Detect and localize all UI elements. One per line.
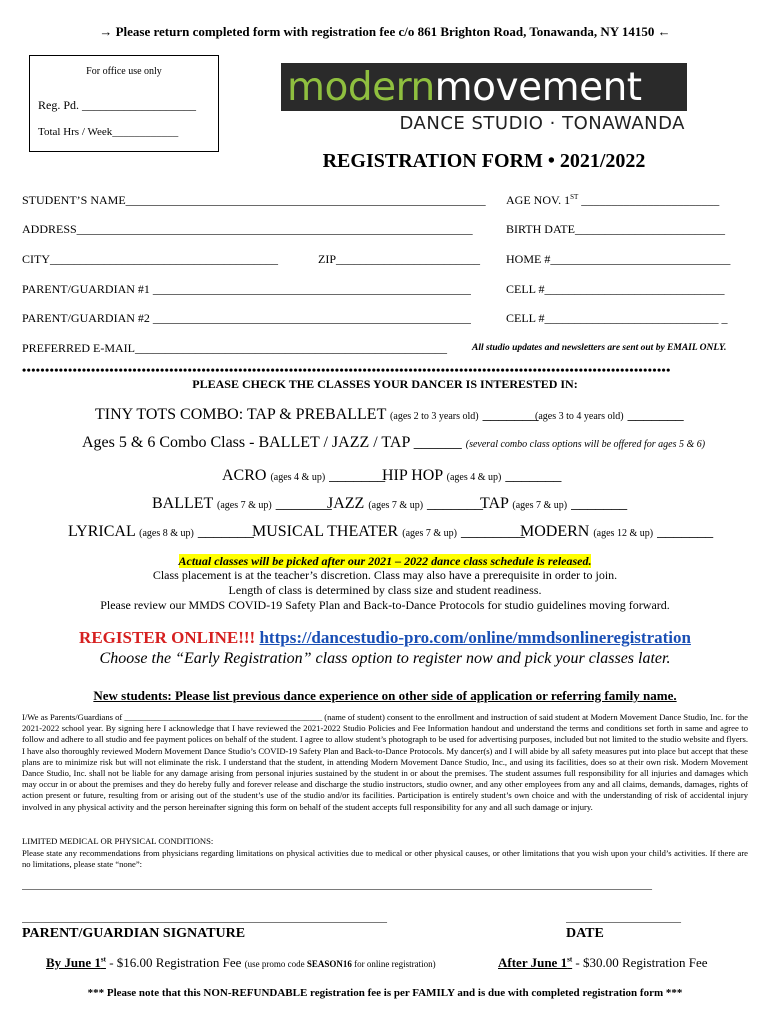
lyrical-age: (ages 8 & up) xyxy=(139,528,194,539)
address-field[interactable]: ADDRESS__________________________________________________________________ xyxy=(22,222,473,236)
late-fee-sup: st xyxy=(567,955,573,964)
age-label: AGE NOV. 1 xyxy=(506,193,571,207)
promo-code: SEASON16 xyxy=(306,959,352,969)
tap-option[interactable] xyxy=(480,495,627,513)
signature-line[interactable]: _________________________________________________________________________ xyxy=(22,913,387,924)
tiny-tots-age-a: (ages 2 to 3 years old) xyxy=(390,411,479,422)
medical-title: LIMITED MEDICAL OR PHYSICAL CONDITIONS: xyxy=(22,836,214,846)
covid-note: Please review our MMDS COVID-19 Safety Plan and Back-to-Dance Protocols for studio guidelines moving forward. xyxy=(100,598,670,612)
zip-field[interactable]: ZIP________________________ xyxy=(318,252,480,266)
jazz-age: (ages 7 & up) xyxy=(368,500,424,511)
date-label: DATE xyxy=(566,926,604,941)
hiphop-label: HIP HOP xyxy=(382,467,443,484)
home-phone-field[interactable]: HOME #______________________________ xyxy=(506,252,731,266)
registration-link[interactable]: https://dancestudio-pro.com/online/mmdsonlineregistration xyxy=(259,628,691,647)
promo-note-b: for online registration) xyxy=(351,959,436,969)
logo-word-movement: movement xyxy=(434,65,642,110)
tiny-tots-line-b: _______ xyxy=(623,406,684,423)
parent1-field[interactable]: PARENT/GUARDIAN #1 _____________________________________________________ xyxy=(22,282,471,296)
logo-subtitle: DANCE STUDIO · TONAWANDA xyxy=(399,113,685,134)
lyrical-option[interactable] xyxy=(68,523,254,541)
musical-theater-age: (ages 7 & up) xyxy=(402,528,457,539)
register-online-label: REGISTER ONLINE!!! xyxy=(79,628,256,647)
date-line[interactable]: _______________________ xyxy=(566,913,681,924)
ballet-label: BALLET xyxy=(152,495,214,512)
modern-age: (ages 12 & up) xyxy=(593,528,654,539)
reg-pd-field: Reg. Pd. ___________________ xyxy=(38,98,197,112)
email-field[interactable]: PREFERRED E-MAIL____________________________________________________ xyxy=(22,341,448,355)
register-online xyxy=(0,628,770,648)
city-field[interactable]: CITY______________________________________ xyxy=(22,252,278,266)
early-fee-sup: st xyxy=(100,955,106,964)
tiny-tots-line-a: _______ xyxy=(478,406,539,423)
age-line: _______________________ xyxy=(578,193,720,207)
birth-date-field[interactable]: BIRTH DATE_________________________ xyxy=(506,222,725,236)
acro-option[interactable] xyxy=(222,467,385,485)
modern-line: _______ xyxy=(653,523,714,540)
modern-label: MODERN xyxy=(520,523,590,540)
jazz-label: JAZZ xyxy=(327,495,365,512)
combo-class-label: Ages 5 & 6 Combo Class - BALLET / JAZZ / TAP ______ xyxy=(82,434,462,451)
early-fee-label xyxy=(46,955,106,970)
jazz-option[interactable] xyxy=(327,495,483,513)
nonrefundable-note: *** Please note that this NON-REFUNDABLE registration fee is per FAMILY and is due with completed registration form *** xyxy=(87,987,683,999)
musical-theater-line: ________ xyxy=(456,523,525,540)
medical-answer-line[interactable]: ______________________________________________________________________________________________________________________________ xyxy=(22,880,652,891)
student-name-field[interactable]: STUDENT’S NAME____________________________________________________________ xyxy=(22,193,486,207)
tiny-tots-age-b: (ages 3 to 4 years old) xyxy=(535,411,624,422)
lyrical-line: _______ xyxy=(193,523,254,540)
medical-instructions: Please state any recommendations from physicians regarding limitations on physical activities due to medical or other physical causes, or other limitations that you wish upon your child’s activities. If there are no limitations, please state “none”: xyxy=(22,848,748,870)
ballet-option[interactable] xyxy=(152,495,332,513)
parent2-field[interactable]: PARENT/GUARDIAN #2 _____________________________________________________ xyxy=(22,311,471,325)
musical-theater-option[interactable] xyxy=(252,523,525,541)
early-fee-text: - $16.00 Registration Fee xyxy=(105,955,242,970)
schedule-notice-text: Actual classes will be picked after our 2021 – 2022 dance class schedule is released. xyxy=(178,554,592,568)
dotted-divider: ••••••••••••••••••••••••••••••••••••••••••••••••••••••••••••••••••••••••••••••••••••••••••••••••••••••••••••••••••••••••••••••••••••••••••••• xyxy=(22,363,671,377)
acro-age: (ages 4 & up) xyxy=(270,472,326,483)
studio-logo xyxy=(281,63,687,139)
office-use-box xyxy=(29,55,219,152)
promo-note-a: (use promo code xyxy=(244,959,307,969)
hiphop-line: _______ xyxy=(501,467,562,484)
return-instructions: → Please return completed form with registration fee c/o 861 Brighton Road, Tonawanda, NY 14150 ← xyxy=(99,24,671,39)
early-fee xyxy=(46,955,436,971)
classes-heading: PLEASE CHECK THE CLASSES YOUR DANCER IS INTERESTED IN: xyxy=(192,377,578,391)
tiny-tots-option-b[interactable] xyxy=(535,406,684,424)
hiphop-option[interactable] xyxy=(382,467,561,485)
form-title: REGISTRATION FORM • 2021/2022 xyxy=(322,150,646,172)
late-fee-text: - $30.00 Registration Fee xyxy=(572,955,708,970)
age-sup: ST xyxy=(570,193,579,201)
lyrical-label: LYRICAL xyxy=(68,523,136,540)
jazz-line: _______ xyxy=(423,495,484,512)
age-field[interactable] xyxy=(506,193,719,208)
early-registration-note: Choose the “Early Registration” class option to register now and pick your classes later. xyxy=(99,650,671,667)
modern-option[interactable] xyxy=(520,523,713,541)
logo-wordmark xyxy=(287,65,642,110)
promo-note xyxy=(245,959,436,969)
tiny-tots-label: TINY TOTS COMBO: TAP & PREBALLET xyxy=(95,406,387,423)
combo-class-option[interactable] xyxy=(82,434,705,452)
signature-label: PARENT/GUARDIAN SIGNATURE xyxy=(22,926,246,941)
tap-age: (ages 7 & up) xyxy=(512,500,568,511)
ballet-line: _______ xyxy=(271,495,332,512)
tap-line: _______ xyxy=(567,495,628,512)
total-hrs-field: Total Hrs / Week____________ xyxy=(38,126,179,138)
cell1-field[interactable]: CELL #______________________________ xyxy=(506,282,725,296)
musical-theater-label: MUSICAL THEATER xyxy=(252,523,399,540)
tiny-tots-option[interactable] xyxy=(95,406,539,424)
acro-line: _______ xyxy=(325,467,386,484)
logo-word-modern: modern xyxy=(287,65,435,110)
ballet-age: (ages 7 & up) xyxy=(217,500,272,511)
acro-label: ACRO xyxy=(222,467,267,484)
consent-text: I/We as Parents/Guardians of ______________________________________________ (name of student) consent to the enrollment and instruction of said student at Modern Movement Dance Studio, Inc. for the 2021-2022 school year. By signing here I acknowledge that I have reviewed the 2021-2022 Studio Policies and Fee Information handout and understand the terms and conditions set forth in same and agree to follow and adhere to all studio and fee payment polices on behalf of the student. I agree to allow student’s photograph to be used for advertising purposes, included but not limited to the studio website and flyers. I have also thoroughly reviewed Modern Movement Dance Studio’s COVID-19 Safety Plan and Back-to-Dance Protocols. My dancer(s) and I will abide by all safety measures put into place but accept that these plans are to minimize risk but will not eliminate the risk. I understand that the student, in attending Modern Movement Dance Studio, Inc., and using its facilities, does so at their own risk. Modern Movement Dance Studio, Inc. shall not be liable for any damage arising from personal injuries sustained by the student in or about the premises. The student assumes full responsibility for all injuries and damages which may occur in or about the premises and they do hereby fully and forever release and discharge the studio instructors, studio owner, and any other employees from any and all claims, demands, damages, rights of action present or future, resulting from or arising out of the student’s use of the studio and/or its facilities. Participation is entirely student’s own choice and with the understanding of risk of accidental injury involved in any physical activity and the person hereinafter signing this form on behalf of the student accepts full responsibility for any and all such damage or injury. xyxy=(22,712,748,812)
email-note: All studio updates and newsletters are sent out by EMAIL ONLY. xyxy=(472,343,727,353)
late-fee-label xyxy=(498,955,572,970)
cell2-field[interactable]: CELL #_____________________________ _ xyxy=(506,311,728,325)
late-fee xyxy=(498,955,708,971)
new-students-note: New students: Please list previous dance experience on other side of application or referring family name. xyxy=(93,688,677,703)
tap-label: TAP xyxy=(480,495,509,512)
placement-note: Class placement is at the teacher’s discretion. Class may also have a prerequisite in order to join. xyxy=(152,568,618,582)
combo-class-note: (several combo class options will be offered for ages 5 & 6) xyxy=(465,439,706,450)
late-fee-label-text: After June 1 xyxy=(498,955,568,970)
early-fee-label-text: By June 1 xyxy=(46,955,101,970)
length-note: Length of class is determined by class size and student readiness. xyxy=(228,583,542,597)
office-use-title: For office use only xyxy=(86,66,162,77)
hiphop-age: (ages 4 & up) xyxy=(446,472,502,483)
